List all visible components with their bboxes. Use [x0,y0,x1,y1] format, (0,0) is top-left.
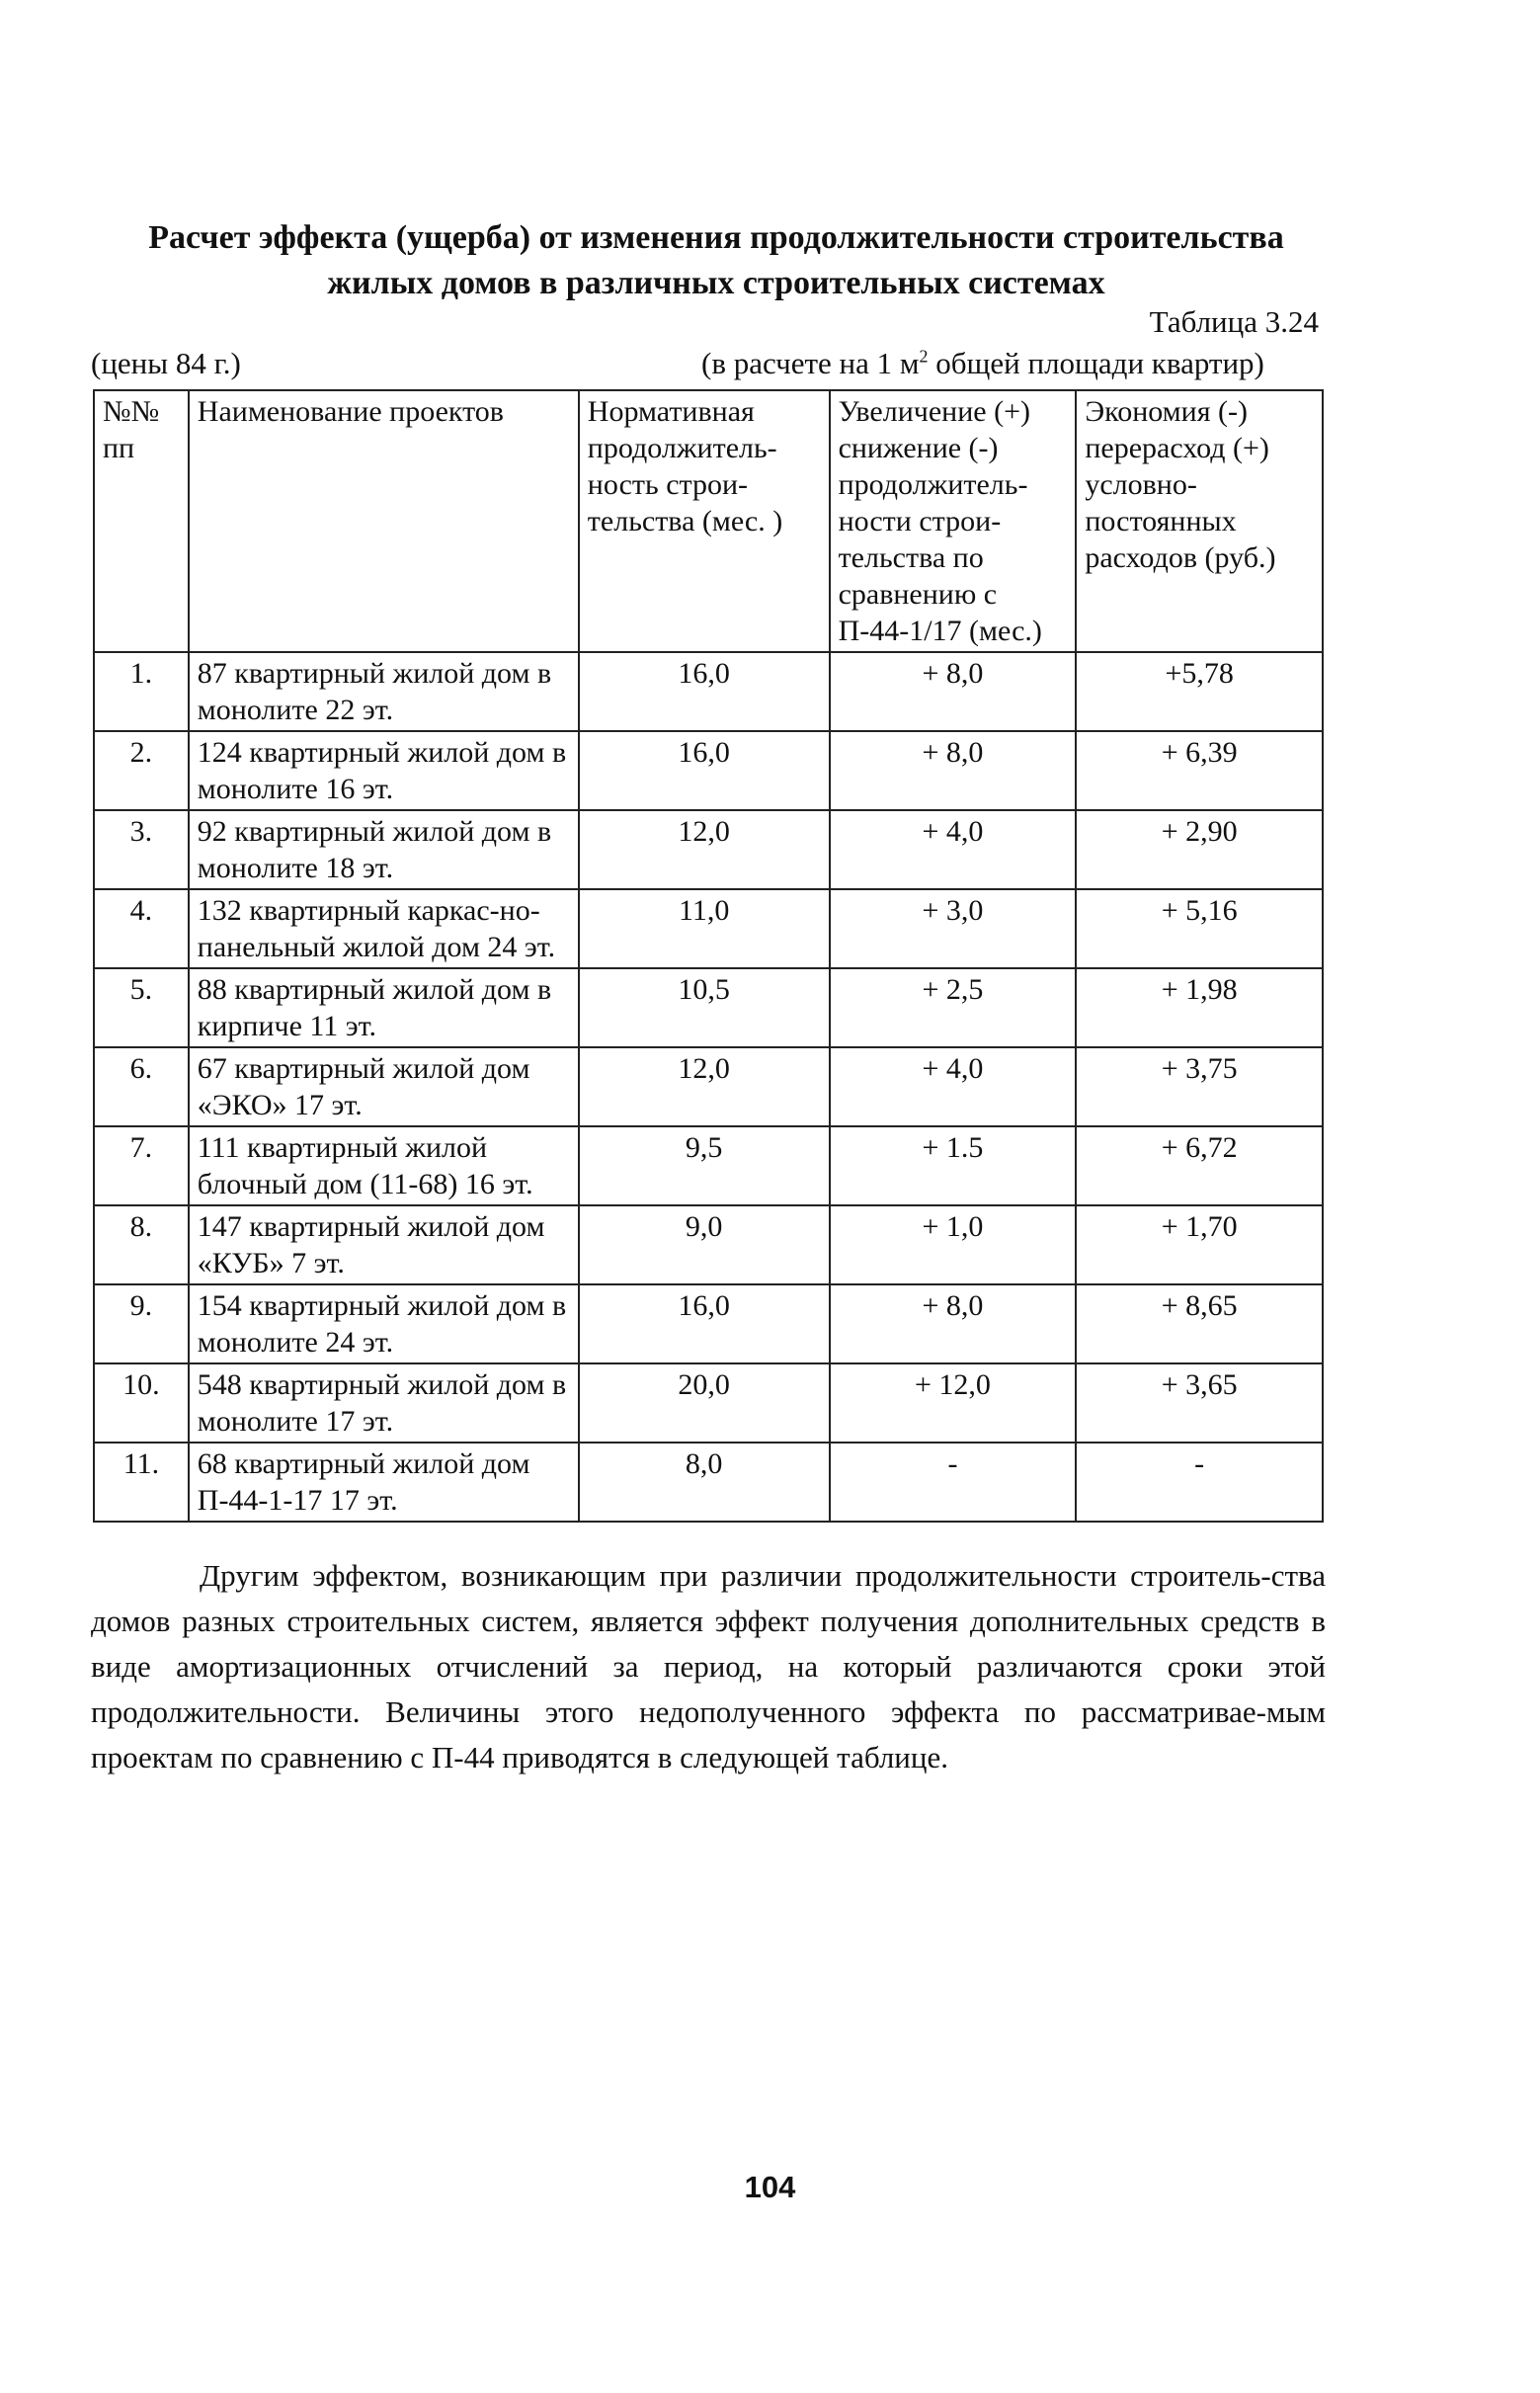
header-project-name: Наименование проектов [189,390,579,652]
cell-duration: 12,0 [579,810,830,889]
cell-duration: 20,0 [579,1363,830,1443]
cell-change: + 4,0 [830,1047,1077,1126]
header-change: Увеличение (+) снижение (-) продолжитель-ности строи-тельства по сравнению с П-44-1/17 (мес.) [830,390,1077,652]
table-row [94,731,1323,810]
cell-duration: 11,0 [579,889,830,968]
body-paragraph: Другим эффектом, возникающим при различии продолжительности строитель-ства домов разных строительных систем, является эффект получения дополнительных средств в виде амортизационных отчислений за период, на который различаются сроки этой продолжительности. Величины этого недополученного эффекта по рассматривае-мым проектам по сравнению с П-44 приводятся в следующей таблице. [91,1558,1326,1774]
cell-duration: 16,0 [579,652,830,731]
cell-change: + 8,0 [830,652,1077,731]
cell-project-name: 548 квартирный жилой дом в монолите 17 эт. [189,1363,579,1443]
cell-number: 11. [94,1443,189,1522]
cell-change: - [830,1443,1077,1522]
cell-duration: 9,0 [579,1205,830,1284]
table-row [94,652,1323,731]
cell-economy: - [1076,1443,1323,1522]
cell-number: 7. [94,1126,189,1205]
table-row [94,1284,1323,1363]
cell-number: 1. [94,652,189,731]
cell-project-name: 111 квартирный жилой блочный дом (11-68) 16 эт. [189,1126,579,1205]
cell-duration: 12,0 [579,1047,830,1126]
cell-project-name: 68 квартирный жилой дом П-44-1-17 17 эт. [189,1443,579,1522]
cell-economy: + 5,16 [1076,889,1323,968]
table-row [94,1205,1323,1284]
title-line-1: Расчет эффекта (ущерба) от изменения продолжительности строительства [148,219,1284,256]
cell-number: 2. [94,731,189,810]
cell-number: 3. [94,810,189,889]
unit-note-superscript: 2 [919,346,929,367]
header-duration: Нормативная продолжитель-ность строи-тельства (мес. ) [579,390,830,652]
cell-project-name: 132 квартирный каркас-но-панельный жилой дом 24 эт. [189,889,579,968]
cell-economy: + 1,70 [1076,1205,1323,1284]
table-row [94,1363,1323,1443]
header-economy: Экономия (-) перерасход (+) условно-постоянных расходов (руб.) [1076,390,1323,652]
cell-duration: 10,5 [579,968,830,1047]
cell-project-name: 88 квартирный жилой дом в кирпиче 11 эт. [189,968,579,1047]
cell-duration: 8,0 [579,1443,830,1522]
cell-change: + 3,0 [830,889,1077,968]
table-row [94,1047,1323,1126]
unit-note-suffix: общей площади квартир) [928,346,1264,380]
cell-change: + 2,5 [830,968,1077,1047]
cell-economy: + 1,98 [1076,968,1323,1047]
cell-change: + 4,0 [830,810,1077,889]
table-row [94,810,1323,889]
cell-economy: + 2,90 [1076,810,1323,889]
cell-project-name: 92 квартирный жилой дом в монолите 18 эт. [189,810,579,889]
table-row [94,1443,1323,1522]
cell-project-name: 154 квартирный жилой дом в монолите 24 эт. [189,1284,579,1363]
cell-project-name: 124 квартирный жилой дом в монолите 16 эт. [189,731,579,810]
cell-number: 6. [94,1047,189,1126]
title-line-2: жилых домов в различных строительных системах [327,265,1105,301]
table-row [94,968,1323,1047]
unit-note-prefix: (в расчете на 1 м [701,346,920,380]
cell-change: + 12,0 [830,1363,1077,1443]
cell-change: + 8,0 [830,1284,1077,1363]
cell-economy: + 3,65 [1076,1363,1323,1443]
cell-project-name: 87 квартирный жилой дом в монолите 22 эт. [189,652,579,731]
cell-number: 10. [94,1363,189,1443]
cell-duration: 9,5 [579,1126,830,1205]
cell-project-name: 147 квартирный жилой дом «КУБ» 7 эт. [189,1205,579,1284]
cell-economy: +5,78 [1076,652,1323,731]
cell-economy: + 6,72 [1076,1126,1323,1205]
prices-note: (цены 84 г.) [91,346,241,380]
table-row [94,1126,1323,1205]
table-row [94,889,1323,968]
cell-economy: + 3,75 [1076,1047,1323,1126]
cell-number: 9. [94,1284,189,1363]
cell-change: + 1,0 [830,1205,1077,1284]
cell-economy: + 8,65 [1076,1284,1323,1363]
cell-change: + 8,0 [830,731,1077,810]
header-number: №№ пп [94,390,189,652]
table-header-row [94,390,1323,652]
unit-note [701,346,1264,381]
page-number: 104 [744,2170,796,2204]
cell-project-name: 67 квартирный жилой дом «ЭКО» 17 эт. [189,1047,579,1126]
cell-number: 5. [94,968,189,1047]
cell-number: 8. [94,1205,189,1284]
table-label: Таблица 3.24 [1149,304,1319,339]
cell-change: + 1.5 [830,1126,1077,1205]
page-title [89,215,1343,306]
table-body [94,652,1323,1522]
cell-duration: 16,0 [579,731,830,810]
cell-economy: + 6,39 [1076,731,1323,810]
cell-number: 4. [94,889,189,968]
cell-duration: 16,0 [579,1284,830,1363]
projects-table [93,389,1324,1523]
